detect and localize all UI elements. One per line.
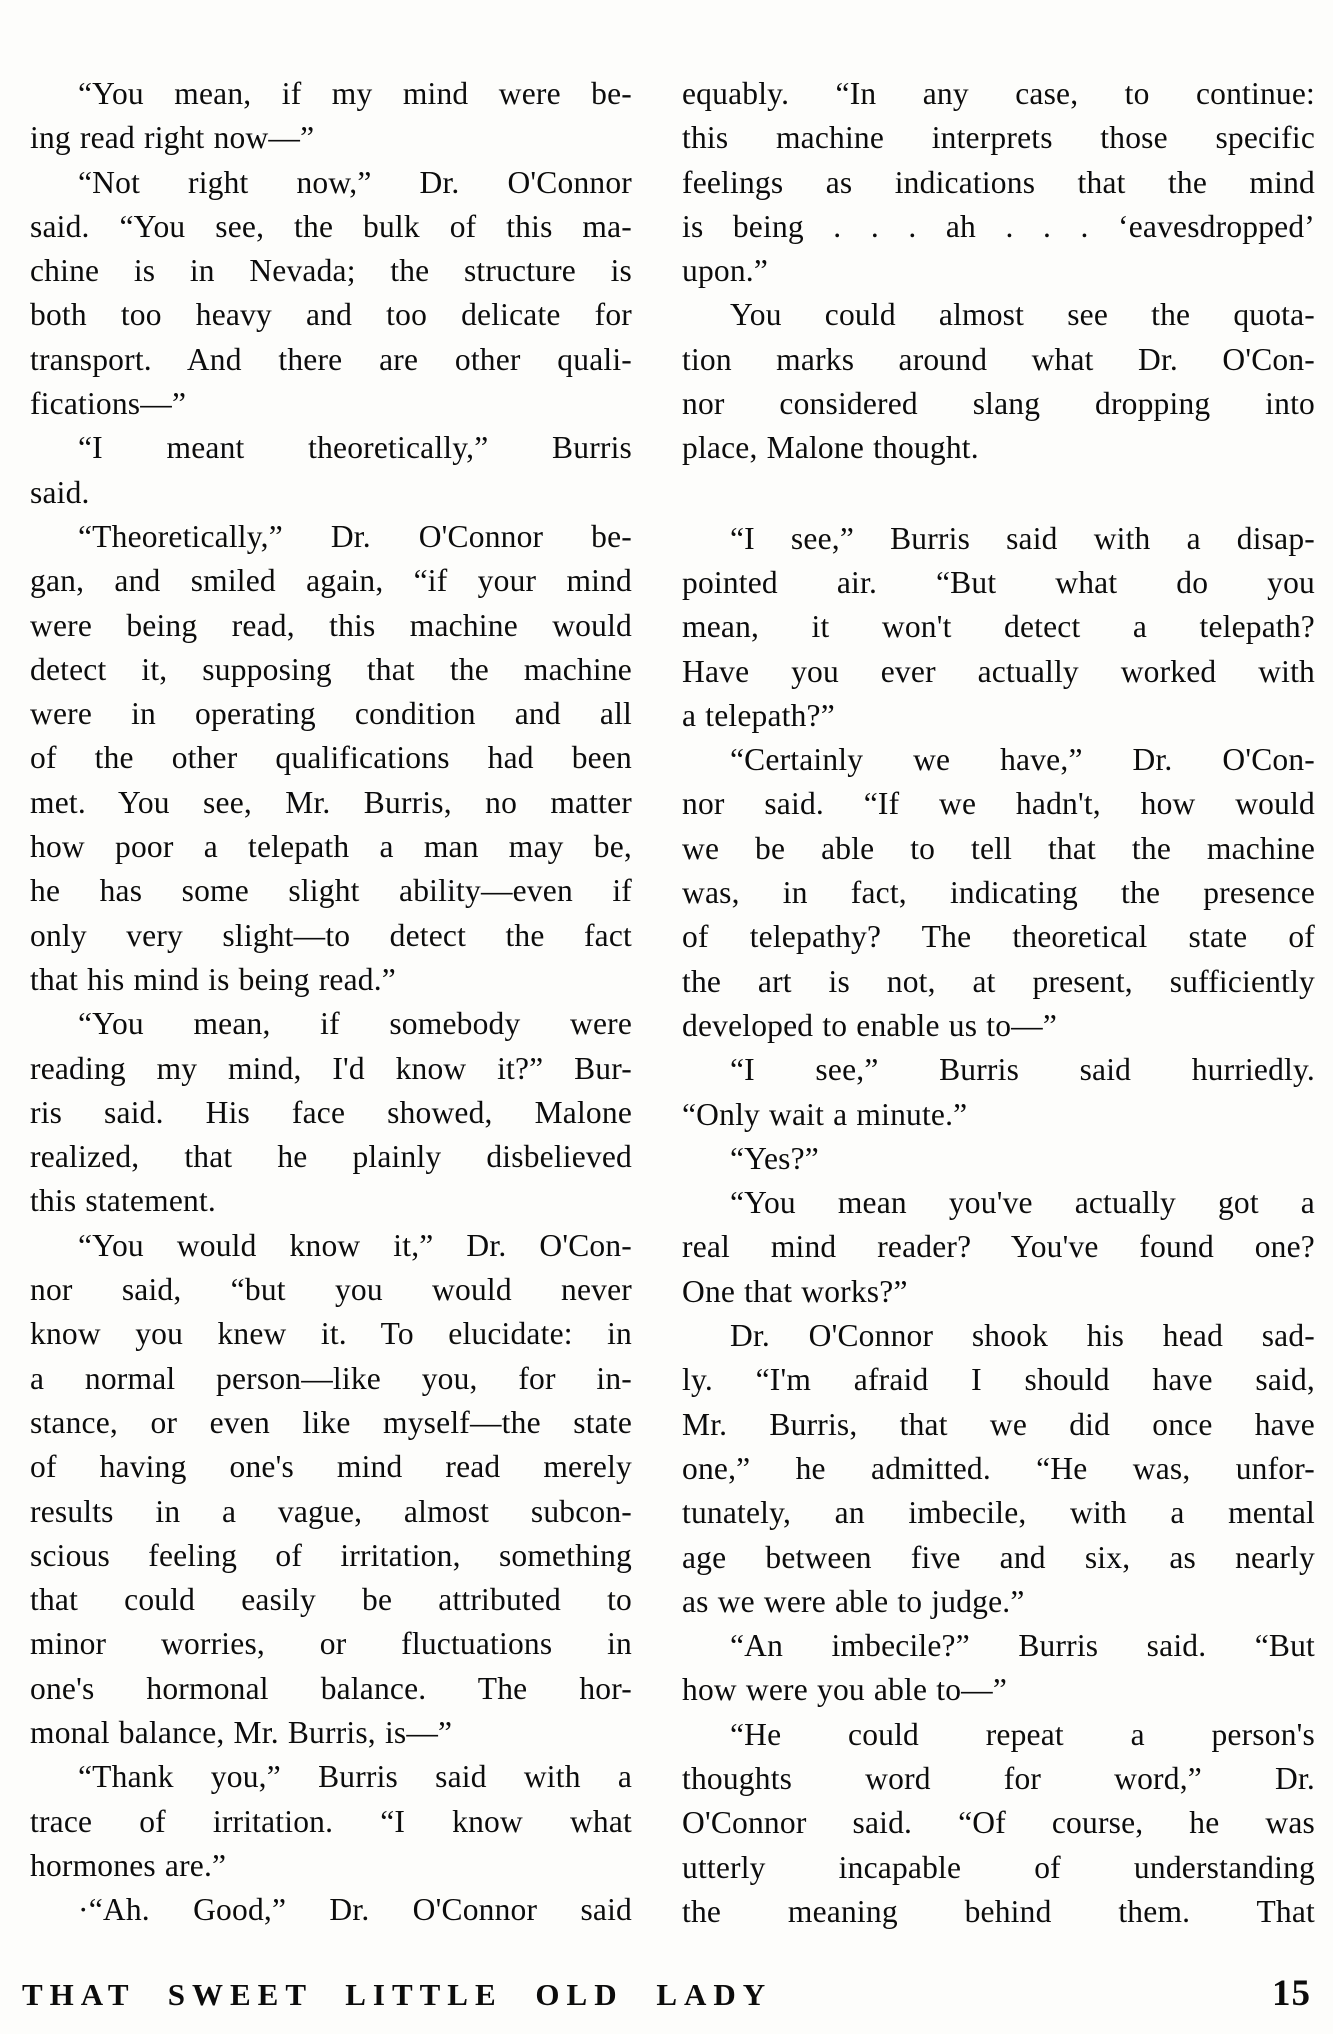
paragraph — [30, 1002, 632, 1223]
text-line: equably. “In any case, to continue: — [682, 76, 1315, 111]
text-line: “Certainly we have,” Dr. O'Con- — [730, 742, 1315, 778]
text-line: “You mean you've actually got a — [730, 1185, 1315, 1221]
section-break — [682, 471, 1315, 517]
text-line: ris said. His face showed, Malone — [30, 1094, 632, 1130]
paragraph — [682, 293, 1315, 470]
text-line: monal balance, Mr. Burris, is—” — [30, 1714, 453, 1750]
text-line: this machine interprets those specific — [682, 120, 1315, 156]
text-line: realized, that he plainly disbelieved — [30, 1139, 632, 1175]
page-footer — [22, 1972, 1311, 2015]
paragraph — [682, 1048, 1315, 1137]
text-line: Have you ever actually worked with — [682, 653, 1315, 689]
text-columns — [30, 72, 1315, 1934]
paragraph — [682, 1137, 1315, 1181]
text-line: tunately, an imbecile, with a mental — [682, 1495, 1315, 1531]
text-line: one,” he admitted. “He was, unfor- — [682, 1450, 1315, 1486]
text-line: know you knew it. To elucidate: in — [30, 1316, 632, 1352]
text-line: utterly incapable of understanding — [682, 1849, 1315, 1885]
text-line: “Thank you,” Burris said with a — [78, 1759, 632, 1795]
text-line: You could almost see the quota- — [730, 297, 1315, 333]
text-line: both too heavy and too delicate for — [30, 297, 632, 333]
text-line: the art is not, at present, sufficiently — [682, 963, 1315, 999]
text-line: gan, and smiled again, “if your mind — [30, 563, 632, 599]
text-line: minor worries, or fluctuations in — [30, 1626, 632, 1662]
text-line: mean, it won't detect a telepath? — [682, 609, 1315, 645]
text-line: only very slight—to detect the fact — [30, 917, 632, 953]
text-line: tion marks around what Dr. O'Con- — [682, 341, 1315, 377]
paragraph — [30, 1755, 632, 1888]
text-line: of telepathy? The theoretical state of — [682, 919, 1315, 955]
text-line: developed to enable us to—” — [682, 1007, 1058, 1043]
running-title: THAT SWEET LITTLE OLD LADY — [22, 1977, 773, 2012]
text-line: fications—” — [30, 386, 187, 422]
text-line: “Theoretically,” Dr. O'Connor be- — [78, 518, 632, 554]
text-line: “Yes?” — [730, 1140, 819, 1176]
text-line: were being read, this machine would — [30, 607, 632, 643]
text-line: ly. “I'm afraid I should have said, — [682, 1362, 1315, 1398]
text-line: pointed air. “But what do you — [682, 564, 1315, 600]
paragraph — [682, 72, 1315, 293]
text-line: hormones are.” — [30, 1847, 227, 1883]
text-line: he has some slight ability—even if — [30, 873, 632, 909]
text-line: the meaning behind them. That — [682, 1893, 1315, 1929]
text-line: reading my mind, I'd know it?” Bur- — [30, 1050, 632, 1086]
text-line: “Not right now,” Dr. O'Connor — [78, 164, 632, 200]
text-line: place, Malone thought. — [682, 430, 979, 466]
text-line: stance, or even like myself—the state — [30, 1404, 632, 1440]
text-line: “You mean, if somebody were — [78, 1006, 632, 1042]
paragraph — [30, 426, 632, 515]
text-line: scious feeling of irritation, something — [30, 1537, 632, 1573]
text-line: this statement. — [30, 1183, 216, 1219]
text-line: Dr. O'Connor shook his head sad- — [730, 1318, 1315, 1354]
text-line: upon.” — [682, 253, 769, 289]
text-line: age between five and six, as nearly — [682, 1539, 1315, 1575]
paragraph — [30, 72, 632, 161]
text-line: said. — [30, 474, 90, 510]
paragraph — [682, 1624, 1315, 1713]
text-line: trace of irritation. “I know what — [30, 1803, 632, 1839]
text-line: results in a vague, almost subcon- — [30, 1493, 632, 1529]
page-number: 15 — [1272, 1973, 1311, 2014]
paragraph — [30, 1224, 632, 1756]
text-line: one's hormonal balance. The hor- — [30, 1670, 632, 1706]
column-right — [682, 72, 1315, 1934]
text-line: nor said. “If we hadn't, how would — [682, 786, 1315, 822]
text-line: nor said, “but you would never — [30, 1272, 632, 1308]
text-line: nor considered slang dropping into — [682, 386, 1315, 422]
text-line: we be able to tell that the machine — [682, 830, 1315, 866]
text-line: O'Connor said. “Of course, he was — [682, 1805, 1315, 1841]
text-line: “I see,” Burris said hurriedly. — [730, 1052, 1315, 1088]
paragraph — [682, 1314, 1315, 1624]
text-line: as we were able to judge.” — [682, 1583, 1025, 1619]
text-line: of the other qualifications had been — [30, 740, 632, 776]
text-line: a telepath?” — [682, 697, 835, 733]
text-line: chine is in Nevada; the structure is — [30, 253, 632, 289]
text-line: feelings as indications that the mind — [682, 164, 1315, 200]
text-line: were in operating condition and all — [30, 696, 632, 732]
paragraph — [682, 738, 1315, 1048]
text-line: Mr. Burris, that we did once have — [682, 1406, 1315, 1442]
paragraph — [682, 1713, 1315, 1934]
text-line: transport. And there are other quali- — [30, 341, 632, 377]
paragraph — [30, 161, 632, 427]
paragraph — [682, 517, 1315, 738]
text-line: “Only wait a minute.” — [682, 1096, 968, 1132]
text-line: detect it, supposing that the machine — [30, 651, 632, 687]
text-line: One that works?” — [682, 1273, 908, 1309]
text-line: ing read right now—” — [30, 120, 315, 156]
text-line: met. You see, Mr. Burris, no matter — [30, 784, 632, 820]
paragraph — [30, 1888, 632, 1932]
text-line: how poor a telepath a man may be, — [30, 829, 632, 865]
column-left — [30, 72, 632, 1934]
text-line: how were you able to—” — [682, 1672, 1008, 1708]
text-line: “He could repeat a person's — [730, 1716, 1315, 1752]
text-line: thoughts word for word,” Dr. — [682, 1760, 1315, 1796]
text-line: ·“Ah. Good,” Dr. O'Connor said — [78, 1892, 632, 1928]
text-line: real mind reader? You've found one? — [682, 1229, 1315, 1265]
text-line: “An imbecile?” Burris said. “But — [730, 1628, 1315, 1664]
text-line: “You would know it,” Dr. O'Con- — [78, 1227, 632, 1263]
text-line: a normal person—like you, for in- — [30, 1360, 632, 1396]
text-line: “I meant theoretically,” Burris — [78, 430, 632, 466]
paragraph — [682, 1181, 1315, 1314]
text-line: that his mind is being read.” — [30, 961, 396, 997]
paragraph — [30, 515, 632, 1002]
text-line: “You mean, if my mind were be- — [78, 76, 632, 111]
text-line: of having one's mind read merely — [30, 1449, 632, 1485]
text-line: “I see,” Burris said with a disap- — [730, 520, 1315, 556]
text-line: said. “You see, the bulk of this ma- — [30, 208, 632, 244]
text-line: is being . . . ah . . . ‘eavesdropped’ — [682, 208, 1315, 244]
text-line: that could easily be attributed to — [30, 1582, 632, 1618]
text-line: was, in fact, indicating the presence — [682, 875, 1315, 911]
